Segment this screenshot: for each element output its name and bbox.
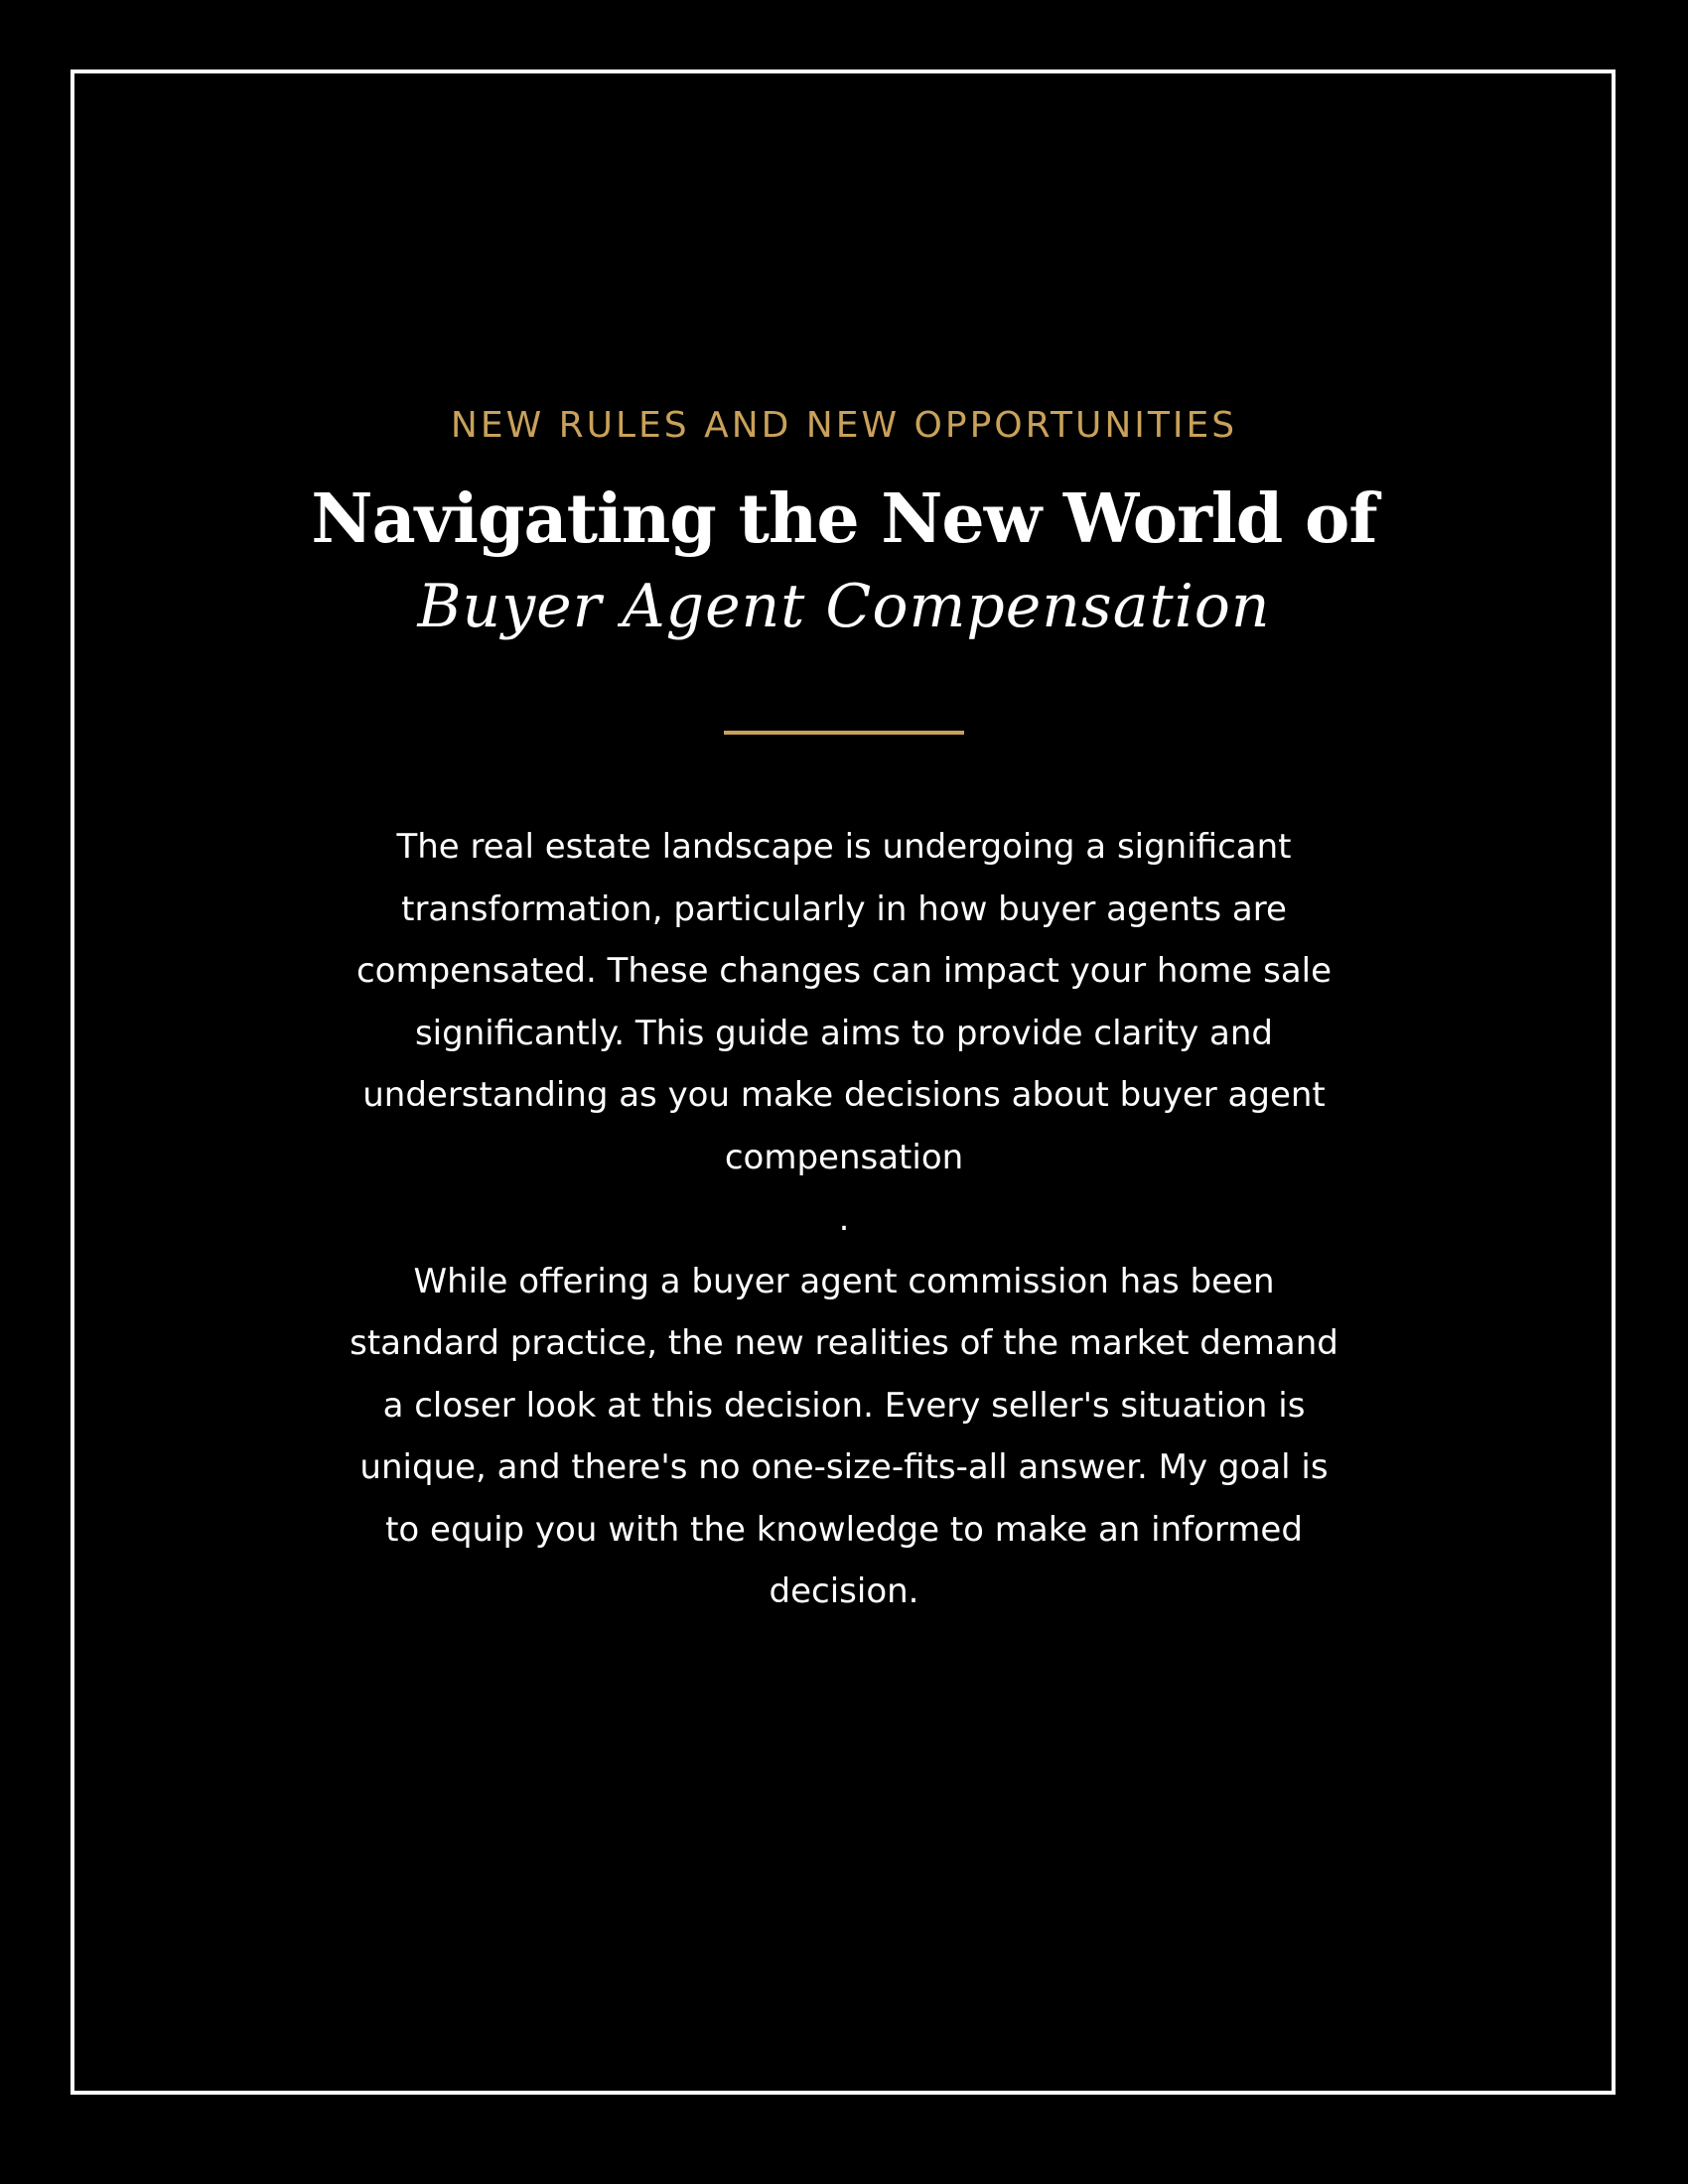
script-subtitle: Buyer Agent Compensation <box>417 572 1271 641</box>
gold-divider <box>724 731 964 735</box>
paragraph-separator: . <box>838 1199 850 1239</box>
eyebrow-heading: NEW RULES AND NEW OPPORTUNITIES <box>450 405 1238 446</box>
body-text <box>348 816 1340 1623</box>
second-paragraph: While offering a buyer agent commission has been standard practice, the new realities of the market demand a closer look at this decision. Every seller's situation is unique, and there's no one-size-fits-all answer. My goal is to equip you with the knowledge to make an informed decision. <box>350 1261 1338 1611</box>
page-title: Navigating the New World of <box>311 479 1377 559</box>
intro-paragraph: The real estate landscape is undergoing a significant transformation, particularly in how buyer agents are compensated. These changes can impact your home sale significantly. This guide aims to provide clarity and understanding as you make decisions about buyer agent compensation <box>355 827 1333 1177</box>
page-content <box>0 397 1688 1623</box>
